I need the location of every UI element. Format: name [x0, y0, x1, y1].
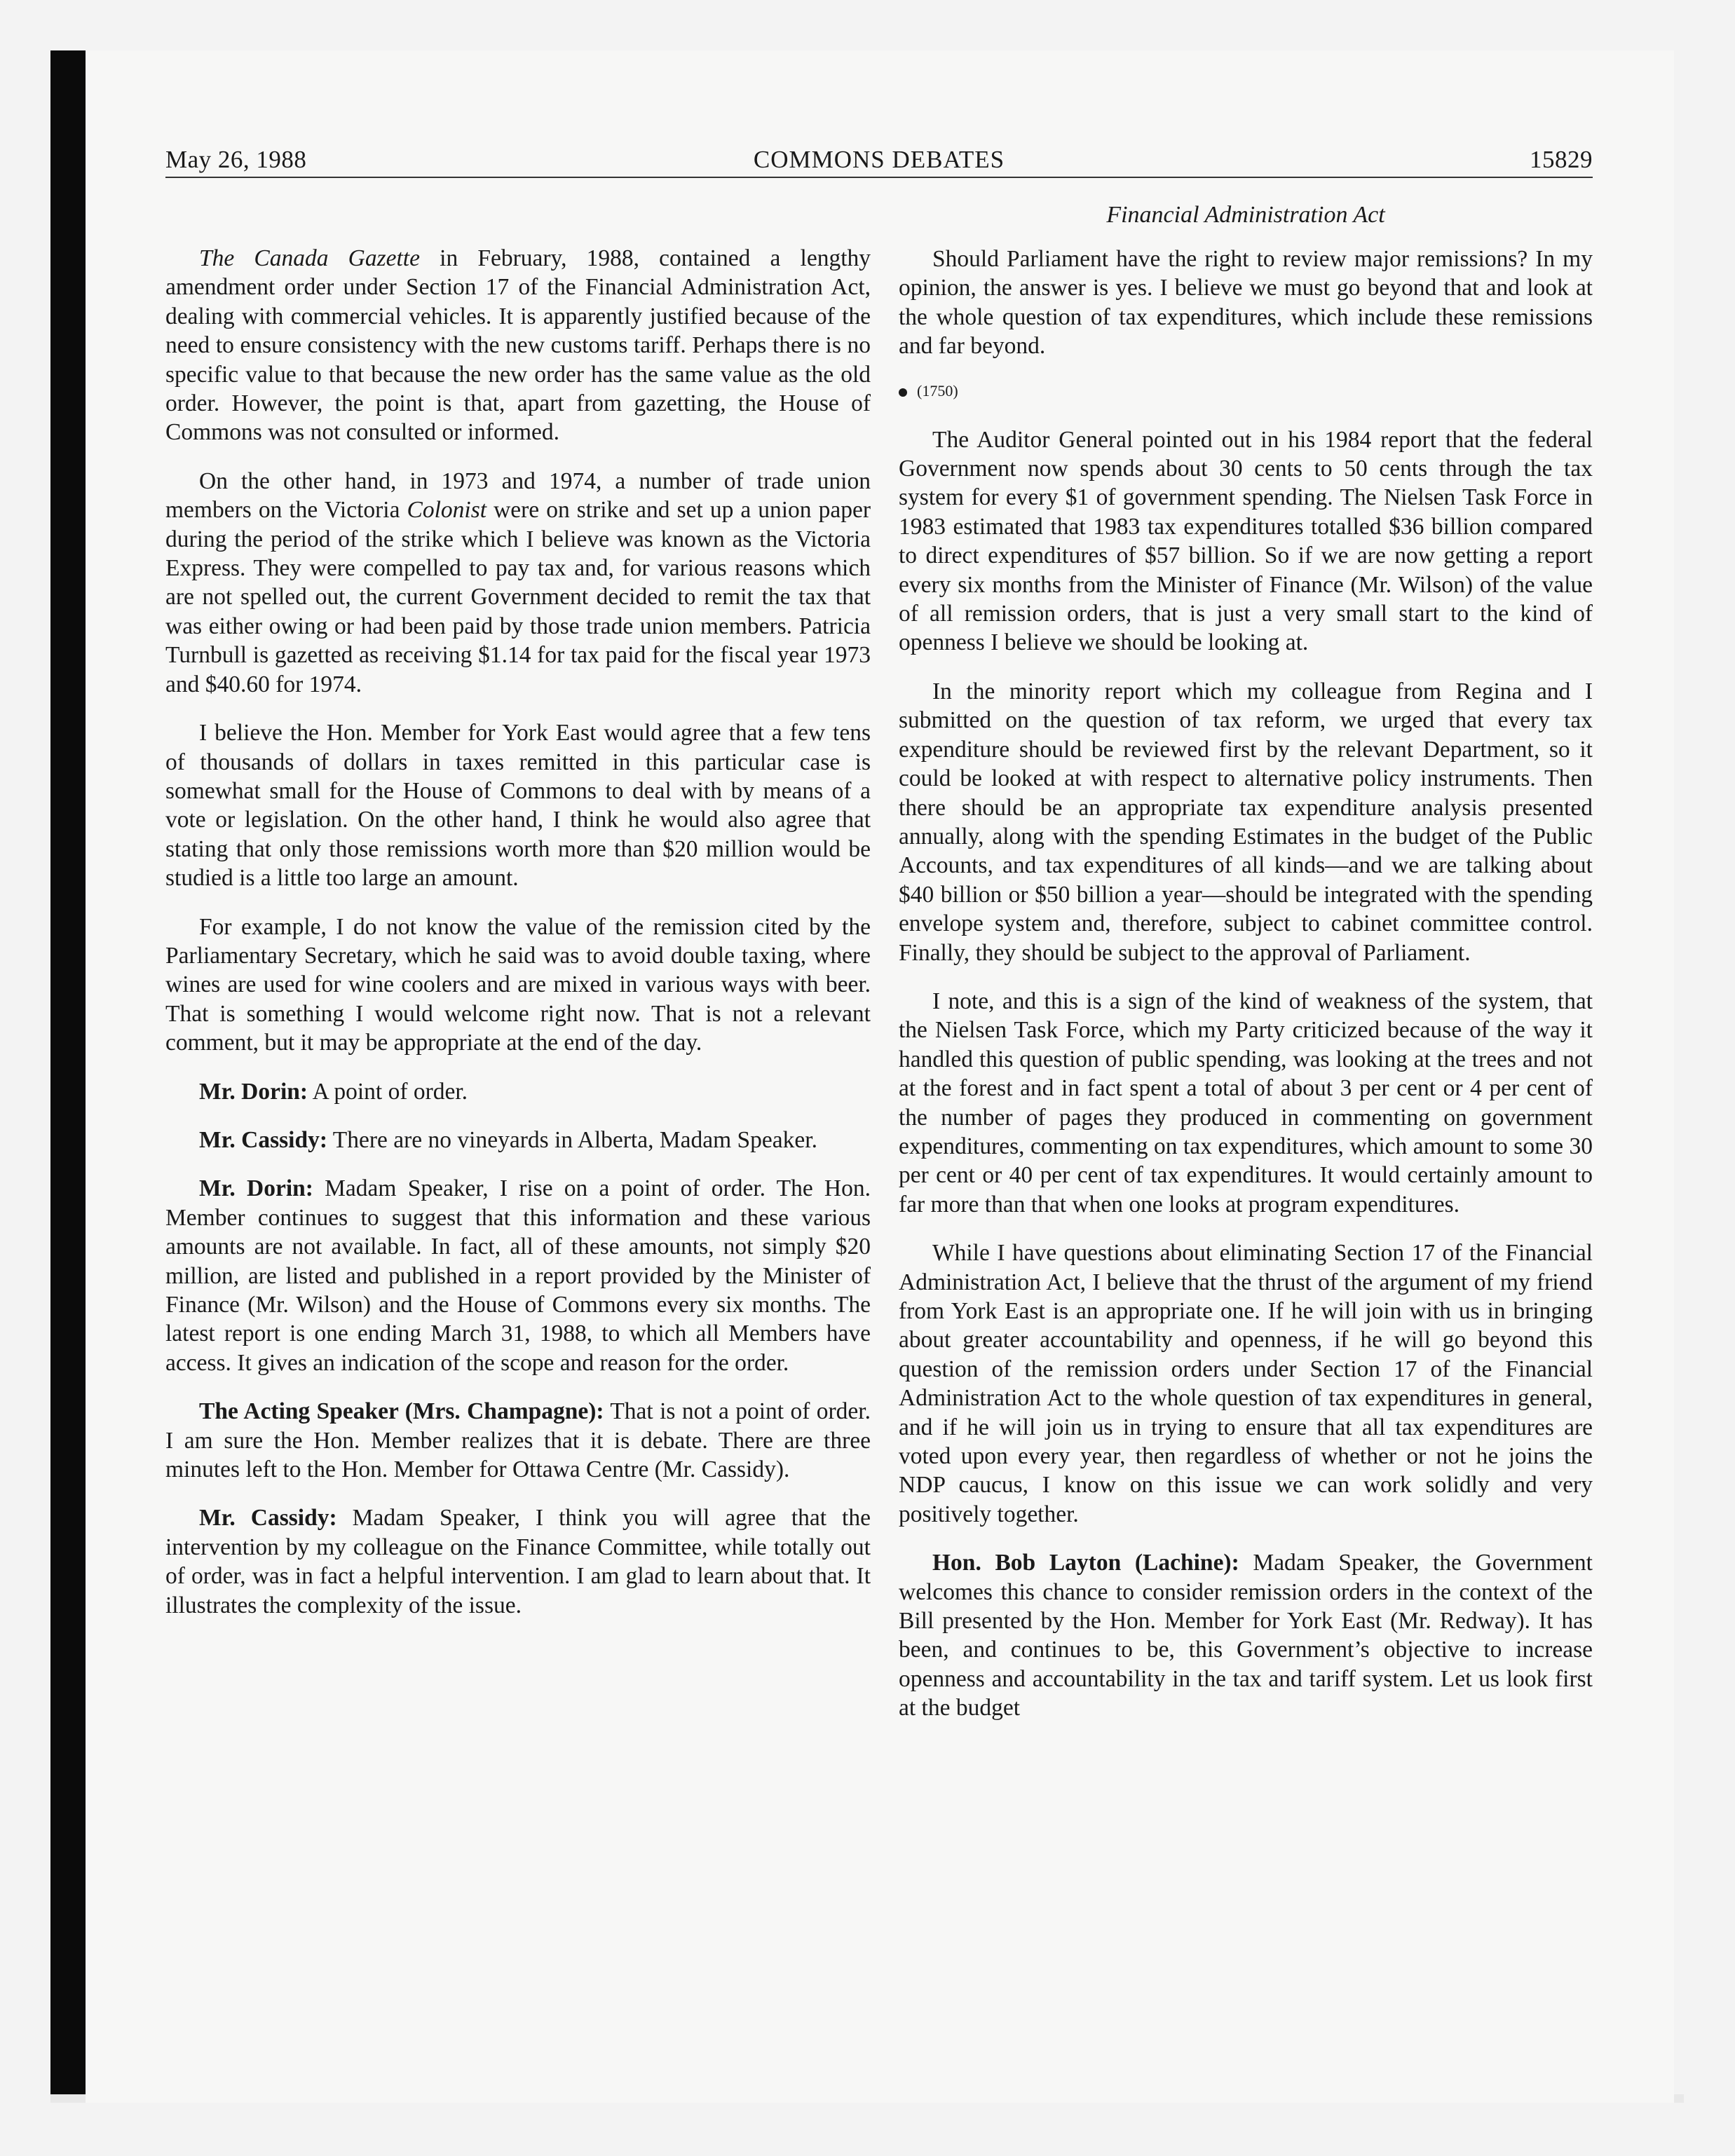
speech	[165, 1077, 871, 1106]
paragraph: I note, and this is a sign of the kind of weakness of the system, that the Nielsen Task Force, which my Party criticized because of the way it handled this question of public spending, was looking at the trees and not at the forest and in fact spent a total of about 3 per cent or 4 per cent of the number of pages they produced in commenting on government expenditures, commenting on tax expenditures, which amount to some 30 per cent or 40 per cent of tax expenditures. It would certainly amount to far more than that when one looks at program expenditures.	[899, 988, 1593, 1217]
speech-text: Madam Speaker, I rise on a point of order. The Hon. Member continues to suggest that this information and these various amounts are not available. In fact, all of these amounts, not simply $20 million, are listed and published in a report provided by the Minister of Finance (Mr. Wilson) and the House of Commons every six months. The latest report is one ending March 31, 1988, to which all Members have access. It gives an indication of the scope and reason for the order.	[165, 1175, 871, 1376]
speaker-name: Mr. Cassidy:	[199, 1126, 328, 1153]
bullet-icon	[899, 388, 907, 397]
speaker-name: Mr. Dorin:	[199, 1078, 308, 1105]
speaker-name: The Acting Speaker (Mrs. Champagne):	[199, 1398, 604, 1425]
paragraph: For example, I do not know the value of the remission cited by the Parliamentary Secretary, which he said was to avoid double taxing, where wines are used for wine coolers and are mixed in various ways with beer. That is something I would welcome right now. That is not a relevant comment, but it may be appropriate at the end of the day.	[165, 913, 871, 1056]
page-header	[165, 140, 1593, 178]
publication-title: The Canada Gazette	[199, 245, 420, 271]
speaker-name: Mr. Cassidy:	[199, 1505, 337, 1531]
paragraph: I believe the Hon. Member for York East would agree that a few tens of thousands of dollars in taxes remitted in this particular case is somewhat small for the House of Commons to deal with by means of a vote or legislation. On the other hand, I think he would also agree that stating that only those remissions worth more than $20 million would be studied is a little too large an amount.	[165, 720, 871, 892]
paragraph: In the minority report which my colleague from Regina and I submitted on the question of tax reform, we urged that every tax expenditure should be reviewed first by the relevant Department, so it could be looked at with respect to alternative policy instruments. Then there should be an appropriate tax expenditure analysis presented annually, along with the spending Estimates in the budget of the Public Accounts, and tax expenditures of all kinds—and we are talking about $40 billion or $50 billion a year—should be integrated with the spending envelope system and, therefore, subject to cabinet committee control. Finally, they should be subject to the approval of Parliament.	[899, 678, 1593, 966]
left-column	[165, 244, 871, 1639]
paragraph: Should Parliament have the right to review major remissions? In my opinion, the answer is yes. I believe we must go beyond that and look at the whole question of tax expenditures, which include these remissions and far beyond.	[899, 246, 1593, 360]
header-title: COMMONS DEBATES	[753, 146, 1005, 173]
speech	[165, 1397, 871, 1484]
speech-text: There are no vineyards in Alberta, Madam Speaker.	[327, 1126, 817, 1153]
publication-title: Colonist	[407, 497, 487, 524]
time-mark-text: (1750)	[917, 381, 958, 400]
header-date: May 26, 1988	[165, 146, 307, 173]
speech	[165, 1126, 871, 1154]
speech-text: Madam Speaker, I think you will agree that the intervention by my colleague on the Finance Committee, while totally out of order, was in fact a helpful intervention. I am glad to learn about that. It illustrates the complexity of the issue.	[165, 1505, 871, 1618]
paragraph	[165, 467, 871, 699]
speech-text: Madam Speaker, the Government welcomes this chance to consider remission orders in the context of the Bill presented by the Hon. Member for York East (Mr. Redway). It has been, and continues to be, this Government’s objective to increase openness and accountability in the tax and tariff system. Let us look first at the budget	[899, 1550, 1593, 1721]
running-head: Financial Administration Act	[1106, 202, 1385, 228]
speech	[899, 1548, 1593, 1722]
speech-text: That is not a point of order. I am sure the Hon. Member realizes that it is debate. There are three minutes left to the Hon. Member for Ottawa Centre (Mr. Cassidy).	[165, 1398, 871, 1483]
speech-text: A point of order.	[308, 1078, 468, 1105]
paragraph	[165, 244, 871, 447]
speaker-name: Mr. Dorin:	[199, 1175, 313, 1202]
paragraph: The Auditor General pointed out in his 1984 report that the federal Government now spends about 30 cents to 50 cents through the tax system for every $1 of government spending. The Nielsen Task Force in 1983 estimated that 1983 tax expenditures totalled $36 billion compared to direct expenditures of $57 billion. So if we are now getting a report every six months from the Minister of Finance (Mr. Wilson) of the value of all remission orders, that is just a very small start to the kind of openness I believe we should be looking at.	[899, 426, 1593, 656]
header-page-number: 15829	[1530, 146, 1593, 173]
speech	[165, 1174, 871, 1377]
paragraph-text: were on strike and set up a union paper during the period of the strike which I believe was known as the Victoria Express. They were compelled to pay tax and, for various reasons which are not spelled out, the current Government decided to remit the tax that was either owing or had been paid by those trade union members. Patricia Turnbull is gazetted as receiving $1.14 for tax paid for the fiscal year 1973 and $40.60 for 1974.	[165, 497, 871, 697]
right-column	[899, 200, 1593, 1742]
paragraph: While I have questions about eliminating Section 17 of the Financial Administration Act, I believe that the thrust of the argument of my friend from York East is an appropriate one. If he will join with us in bringing about greater accountability and openness, if he will go beyond this question of the remission orders under Section 17 of the Financial Administration Act to the whole question of tax expenditures in general, and if he will join us in trying to ensure that all tax expenditures are voted upon every year, then regardless of whether or not he joins the NDP caucus, I know on this issue we can work solidly and very positively together.	[899, 1240, 1593, 1527]
speech	[165, 1503, 871, 1620]
paragraph-text: On the other hand, in 1973 and 1974, a number of trade union members on the Victoria	[165, 468, 871, 524]
scan-edge	[50, 50, 86, 2103]
time-mark	[899, 381, 1593, 402]
paragraph-text: in February, 1988, contained a lengthy amendment order under Section 17 of the Financial Administration Act, dealing with commercial vehicles. It is apparently justified because of the need to ensure consistency with the new customs tariff. Perhaps there is no specific value to that because the new order has the same value as the old order. However, the point is that, apart from gazetting, the House of Commons was not consulted or informed.	[165, 245, 871, 446]
speaker-name: Hon. Bob Layton (Lachine):	[932, 1550, 1239, 1576]
